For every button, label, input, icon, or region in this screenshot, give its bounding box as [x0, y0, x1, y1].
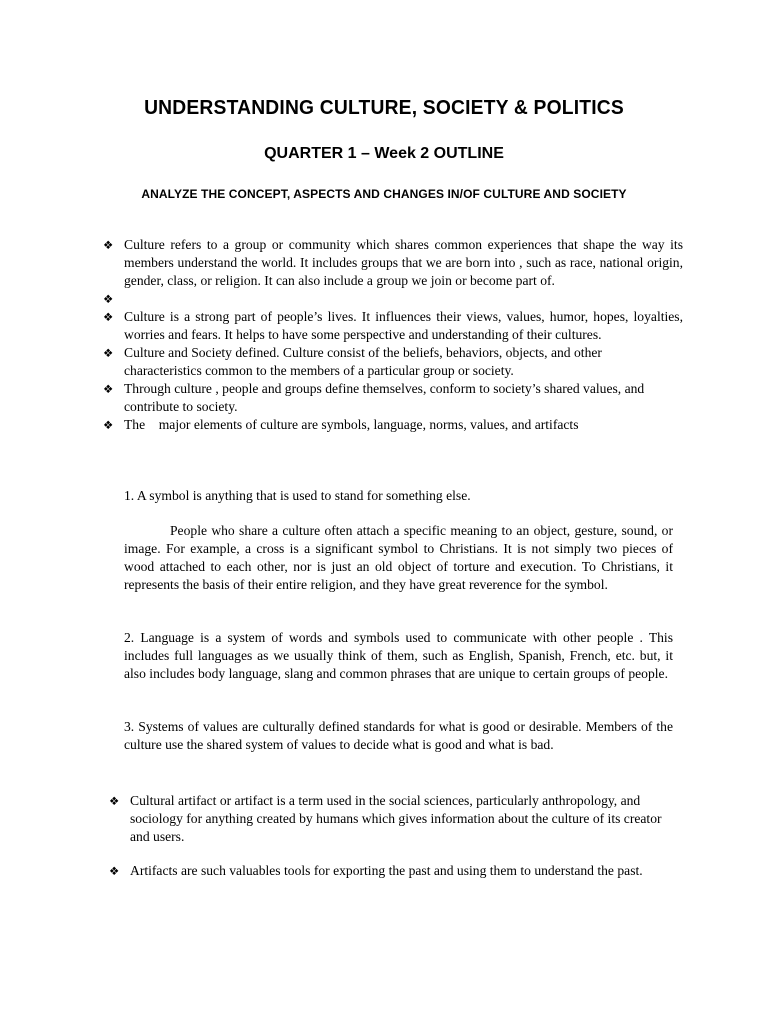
- bullet-text: Culture and Society defined. Culture consist of the beliefs, behaviors, objects, and other characteristics common to the members of a particular group or society.: [124, 345, 602, 378]
- bullet-text: [124, 290, 683, 308]
- bullet-text: Cultural artifact or artifact is a term used in the social sciences, particularly anthropology, and sociology for anything created by humans which gives information about the culture of its creator and users.: [130, 793, 662, 844]
- diamond-bullet-icon: ❖: [103, 310, 114, 324]
- artifact-bullet: [109, 792, 669, 846]
- diamond-bullet-icon: ❖: [103, 418, 114, 432]
- document-subtitle: QUARTER 1 – Week 2 OUTLINE: [264, 145, 504, 162]
- symbol-item: 1. A symbol is anything that is used to stand for something else.: [124, 488, 471, 503]
- values-paragraph: 3. Systems of values are culturally defined standards for what is good or desirable. Members of the culture use the shared system of values to decide what is good and what is bad.: [124, 719, 673, 752]
- section-heading: ANALYZE THE CONCEPT, ASPECTS AND CHANGES IN/OF CULTURE AND SOCIETY: [141, 187, 627, 201]
- diamond-bullet-icon: ❖: [103, 382, 114, 396]
- diamond-bullet-icon: ❖: [103, 238, 114, 252]
- diamond-bullet-icon: ❖: [109, 864, 120, 878]
- bullet-text: Culture is a strong part of people’s lives. It influences their views, values, humor, hopes, loyalties, worries and fears. It helps to have some perspective and understanding of their cultures.: [124, 309, 683, 342]
- list-item: [103, 236, 683, 290]
- list-item: [109, 792, 669, 846]
- diamond-bullet-icon: ❖: [103, 292, 114, 306]
- list-item: [103, 416, 683, 434]
- bullet-text: The major elements of culture are symbols, language, norms, values, and artifacts: [124, 417, 579, 432]
- bullet-text: Artifacts are such valuables tools for exporting the past and using them to understand the past.: [130, 863, 643, 878]
- bullet-list: [103, 236, 683, 434]
- language-paragraph: 2. Language is a system of words and symbols used to communicate with other people . This includes full languages as we usually think of them, such as English, Spanish, French, etc. but, it also includes body language, slang and common phrases that are unique to certain groups of people.: [124, 630, 673, 681]
- list-item: [103, 290, 683, 308]
- diamond-bullet-icon: ❖: [103, 346, 114, 360]
- list-item: [103, 344, 683, 380]
- diamond-bullet-icon: ❖: [109, 794, 120, 808]
- symbol-paragraph-text: People who share a culture often attach a specific meaning to an object, gesture, sound, or image. For example, a cross is a significant symbol to Christians. It is not simply two pieces of wood attached to each other, nor is just an old object of torture and execution. To Christians, it represents the basis of their entire religion, and they have great reverence for the symbol.: [124, 523, 673, 592]
- bullet-text: Culture refers to a group or community which shares common experiences that shape the way its members understand the world. It includes groups that we are born into , such as race, national origin, gender, class, or religion. It can also include a group we join or become part of.: [124, 237, 683, 288]
- list-item: [103, 308, 683, 344]
- list-item: [109, 862, 669, 880]
- bullet-text: Through culture , people and groups define themselves, conform to society’s shared values, and contribute to society.: [124, 381, 645, 414]
- symbol-paragraph: [124, 522, 673, 594]
- artifacts-past-bullet: [109, 862, 669, 880]
- document-title: UNDERSTANDING CULTURE, SOCIETY & POLITICS: [144, 96, 624, 119]
- list-item: [103, 380, 683, 416]
